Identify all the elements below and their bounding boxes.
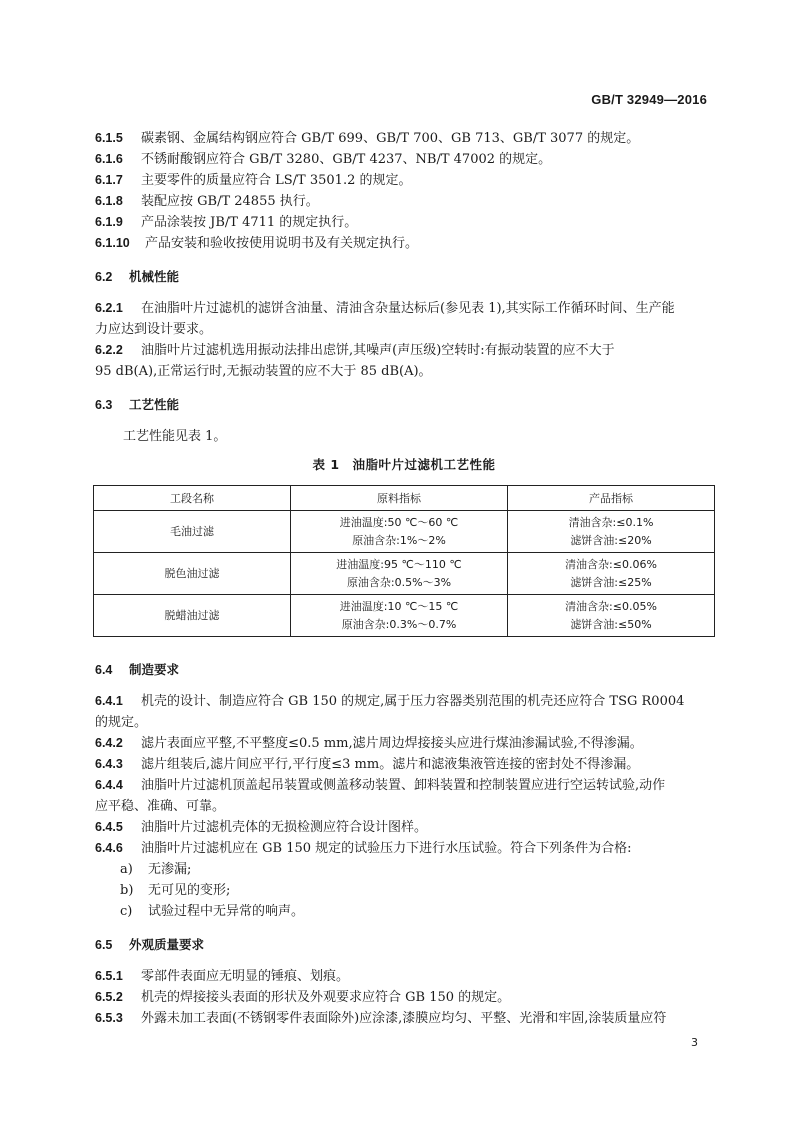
clause-6-4-2: 6.4.2 滤片表面应平整,不平整度≤0.5 mm,滤片周边焊接接头应进行煤油渗漏试验,不得渗漏。 [95,736,643,751]
process-performance-table [93,485,715,637]
clause-text: 机壳的焊接接头表面的形状及外观要求应符合 GB 150 的规定。 [141,990,511,1005]
clause-text: 油脂叶片过滤机选用振动法排出虑饼,其噪声(声压级)空转时:有振动装置的应不大于 [141,343,615,358]
clause-text: 零部件表面应无明显的锤痕、划痕。 [141,969,350,984]
clause-text: 机壳的设计、制造应符合 GB 150 的规定,属于压力容器类别范围的机壳还应符合 TSG R0004 [141,694,685,709]
clause-6-1-10: 6.1.10 产品安装和验收按使用说明书及有关规定执行。 [95,236,419,251]
stage-name: 脱蜡油过滤 [94,595,291,637]
clause-text: 滤片表面应平整,不平整度≤0.5 mm,滤片周边焊接接头应进行煤油渗漏试验,不得渗漏。 [141,736,643,751]
clause-6-4-6: 6.4.6 油脂叶片过滤机应在 GB 150 规定的试验压力下进行水压试验。符合下列条件为合格: [95,841,632,856]
column-header: 原料指标 [291,486,508,511]
raw-material-spec: 进油温度:10 ℃～15 ℃ 原油含杂:0.3%～0.7% [291,595,508,637]
table-row [94,595,715,637]
raw-material-spec: 进油温度:95 ℃～110 ℃ 原油含杂:0.5%～3% [291,553,508,595]
clause-6-4-5: 6.4.5 油脂叶片过滤机壳体的无损检测应符合设计图样。 [95,820,428,835]
clause-6-2-1-cont: 力应达到设计要求。 [95,322,213,337]
section-6-2-heading: 6.2 机械性能 [95,269,180,284]
clause-text: 主要零件的质量应符合 LS/T 3501.2 的规定。 [141,173,412,188]
raw-material-spec: 进油温度:50 ℃～60 ℃ 原油含杂:1%～2% [291,511,508,553]
section-6-3-heading: 6.3 工艺性能 [95,397,180,412]
section-6-5-heading: 6.5 外观质量要求 [95,937,205,952]
clause-text: 不锈耐酸钢应符合 GB/T 3280、GB/T 4237、NB/T 47002 的规定。 [141,152,552,167]
clause-6-2-2: 6.2.2 油脂叶片过滤机选用振动法排出虑饼,其噪声(声压级)空转时:有振动装置的应不大于 [95,343,615,358]
clause-text: 油脂叶片过滤机壳体的无损检测应符合设计图样。 [141,820,428,835]
clause-6-5-2: 6.5.2 机壳的焊接接头表面的形状及外观要求应符合 GB 150 的规定。 [95,990,511,1005]
section-title: 制造要求 [129,662,180,677]
section-title: 工艺性能 [129,397,180,412]
clause-text: 外露未加工表面(不锈钢零件表面除外)应涂漆,漆膜应均匀、平整、光滑和牢固,涂装质量应符 [141,1011,667,1026]
clause-6-1-6: 6.1.6 不锈耐酸钢应符合 GB/T 3280、GB/T 4237、NB/T 47002 的规定。 [95,152,552,167]
page-number: 3 [691,1036,698,1049]
column-header: 产品指标 [508,486,715,511]
clause-6-4-3: 6.4.3 滤片组装后,滤片间应平行,平行度≤3 mm。滤片和滤液集液管连接的密封处不得渗漏。 [95,757,640,772]
table-header-row [94,486,715,511]
stage-name: 毛油过滤 [94,511,291,553]
clause-6-4-4-cont: 应平稳、准确、可靠。 [95,799,226,814]
product-spec: 清油含杂:≤0.06% 滤饼含油:≤25% [508,553,715,595]
table-row [94,553,715,595]
document-body [95,128,713,1029]
clause-6-4-4: 6.4.4 油脂叶片过滤机顶盖起吊装置或侧盖移动装置、卸料装置和控制装置应进行空运转试验,动作 [95,778,666,793]
table-caption: 表 1 油脂叶片过滤机工艺性能 [312,457,496,472]
clause-text: 产品安装和验收按使用说明书及有关规定执行。 [145,236,419,251]
product-spec: 清油含杂:≤0.05% 滤饼含油:≤50% [508,595,715,637]
list-item: b) 无可见的变形; [120,883,231,898]
clause-text: 碳素钢、金属结构钢应符合 GB/T 699、GB/T 700、GB 713、GB/T 3077 的规定。 [141,131,640,146]
clause-text: 在油脂叶片过滤机的滤饼含油量、清油含杂量达标后(参见表 1),其实际工作循环时间、生产能 [141,301,675,316]
clause-text: 装配应按 GB/T 24855 执行。 [141,194,319,209]
clause-6-1-9: 6.1.9 产品涂装按 JB/T 4711 的规定执行。 [95,215,358,230]
table-row [94,511,715,553]
clause-6-1-7: 6.1.7 主要零件的质量应符合 LS/T 3501.2 的规定。 [95,173,412,188]
clause-6-1-8: 6.1.8 装配应按 GB/T 24855 执行。 [95,194,319,209]
standard-code: GB/T 32949—2016 [591,92,707,107]
product-spec: 清油含杂:≤0.1% 滤饼含油:≤20% [508,511,715,553]
clause-6-4-1-cont: 的规定。 [95,715,148,730]
clause-text: 滤片组装后,滤片间应平行,平行度≤3 mm。滤片和滤液集液管连接的密封处不得渗漏。 [141,757,640,772]
clause-6-2-2-cont: 95 dB(A),正常运行时,无振动装置的应不大于 85 dB(A)。 [95,364,432,379]
section-6-3-intro: 工艺性能见表 1。 [123,429,227,444]
clause-6-4-1: 6.4.1 机壳的设计、制造应符合 GB 150 的规定,属于压力容器类别范围的机壳还应符合 TSG R0004 [95,694,685,709]
section-title: 机械性能 [129,269,180,284]
column-header: 工段名称 [94,486,291,511]
clause-6-1-5: 6.1.5 碳素钢、金属结构钢应符合 GB/T 699、GB/T 700、GB 713、GB/T 3077 的规定。 [95,131,640,146]
clause-text: 油脂叶片过滤机顶盖起吊装置或侧盖移动装置、卸料装置和控制装置应进行空运转试验,动作 [141,778,666,793]
section-title: 外观质量要求 [129,937,205,952]
clause-6-5-3: 6.5.3 外露未加工表面(不锈钢零件表面除外)应涂漆,漆膜应均匀、平整、光滑和牢固,涂装质量应符 [95,1011,667,1026]
clause-text: 产品涂装按 JB/T 4711 的规定执行。 [141,215,358,230]
section-6-4-heading: 6.4 制造要求 [95,662,180,677]
clause-6-2-1: 6.2.1 在油脂叶片过滤机的滤饼含油量、清油含杂量达标后(参见表 1),其实际工作循环时间、生产能 [95,301,675,316]
clause-6-5-1: 6.5.1 零部件表面应无明显的锤痕、划痕。 [95,969,350,984]
list-item: a) 无渗漏; [120,862,192,877]
stage-name: 脱色油过滤 [94,553,291,595]
clause-text: 油脂叶片过滤机应在 GB 150 规定的试验压力下进行水压试验。符合下列条件为合格: [141,841,632,856]
list-item: c) 试验过程中无异常的响声。 [120,904,305,919]
